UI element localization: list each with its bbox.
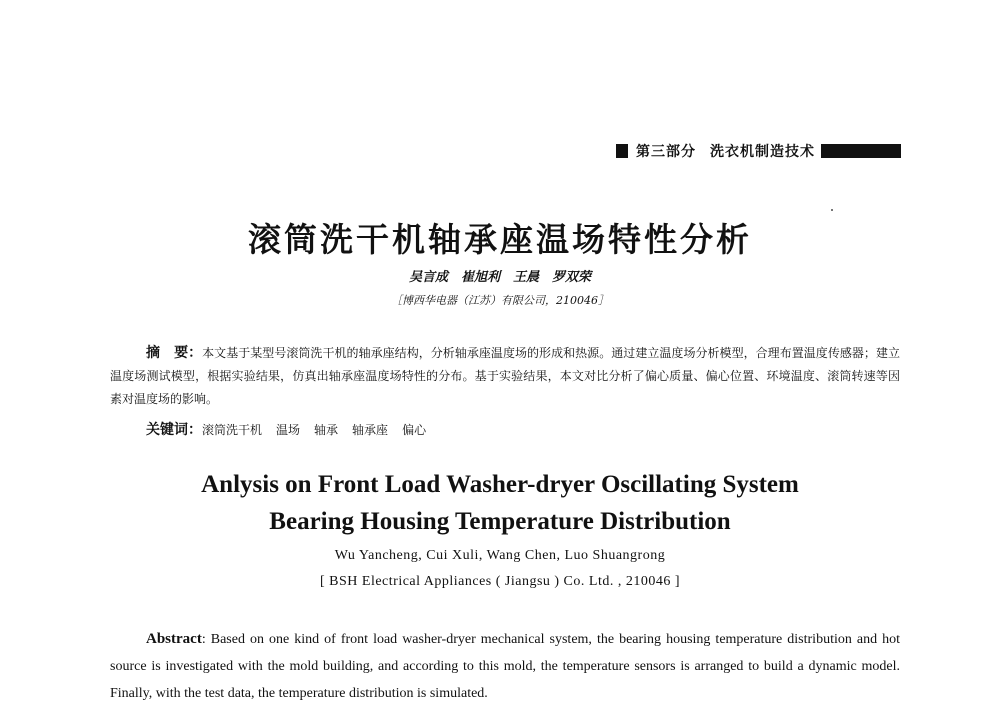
keyword: 温场 — [276, 423, 301, 437]
scan-speck — [831, 209, 833, 211]
keyword: 滚筒洗干机 — [202, 423, 263, 437]
chinese-abstract-text: 本文基于某型号滚筒洗干机的轴承座结构，分析轴承座温度场的形成和热源。通过建立温度场分析模型，合理布置温度传感器；建立温度场测试模型，根据实验结果，仿真出轴承座温度场特性的分布。基于实验结果，本文对比分析了偏心质量、偏心位置、环境温度、滚筒转速等因素对温度场的影响。 — [110, 346, 901, 406]
english-affiliation: [ BSH Electrical Appliances ( Jiangsu ) Co. Ltd. , 210046 ] — [320, 574, 680, 589]
english-authors: Wu Yancheng, Cui Xuli, Wang Chen, Luo Shuangrong — [334, 548, 666, 563]
english-title-line1: Anlysis on Front Load Washer-dryer Oscillating System — [201, 471, 799, 498]
english-abstract — [110, 626, 900, 707]
chinese-title: 滚筒洗干机轴承座温场特性分析 — [248, 220, 752, 259]
keyword: 轴承 — [314, 423, 339, 437]
chinese-abstract-label: 摘 要： — [146, 345, 203, 361]
english-title-line2: Bearing Housing Temperature Distribution — [269, 508, 731, 535]
section-header — [616, 141, 901, 161]
chinese-keywords-label: 关键词： — [146, 422, 202, 438]
header-mark-right — [821, 144, 901, 158]
chinese-affiliation: ［博西华电器（江苏）有限公司，210046］ — [391, 294, 609, 307]
english-abstract-text: Based on one kind of front load washer-dryer mechanical system, the bearing housing temperature distribution and hot source is investigated with the mold building, and according to this mold, the temperature sensors is arranged to build a dynamic model. Finally, with the test data, the temperature distribution is simulated. — [110, 632, 900, 701]
header-mark-left — [616, 144, 628, 158]
keyword: 轴承座 — [352, 423, 389, 437]
chinese-authors: 吴言成 崔旭利 王晨 罗双荣 — [408, 270, 591, 285]
chinese-abstract — [110, 342, 900, 411]
english-abstract-colon: : — [201, 632, 211, 647]
section-part: 第三部分 — [636, 144, 696, 160]
chinese-keywords — [146, 419, 440, 439]
keyword: 偏心 — [402, 423, 427, 437]
english-abstract-label: Abstract — [146, 631, 202, 647]
section-topic: 洗衣机制造技术 — [710, 144, 815, 160]
